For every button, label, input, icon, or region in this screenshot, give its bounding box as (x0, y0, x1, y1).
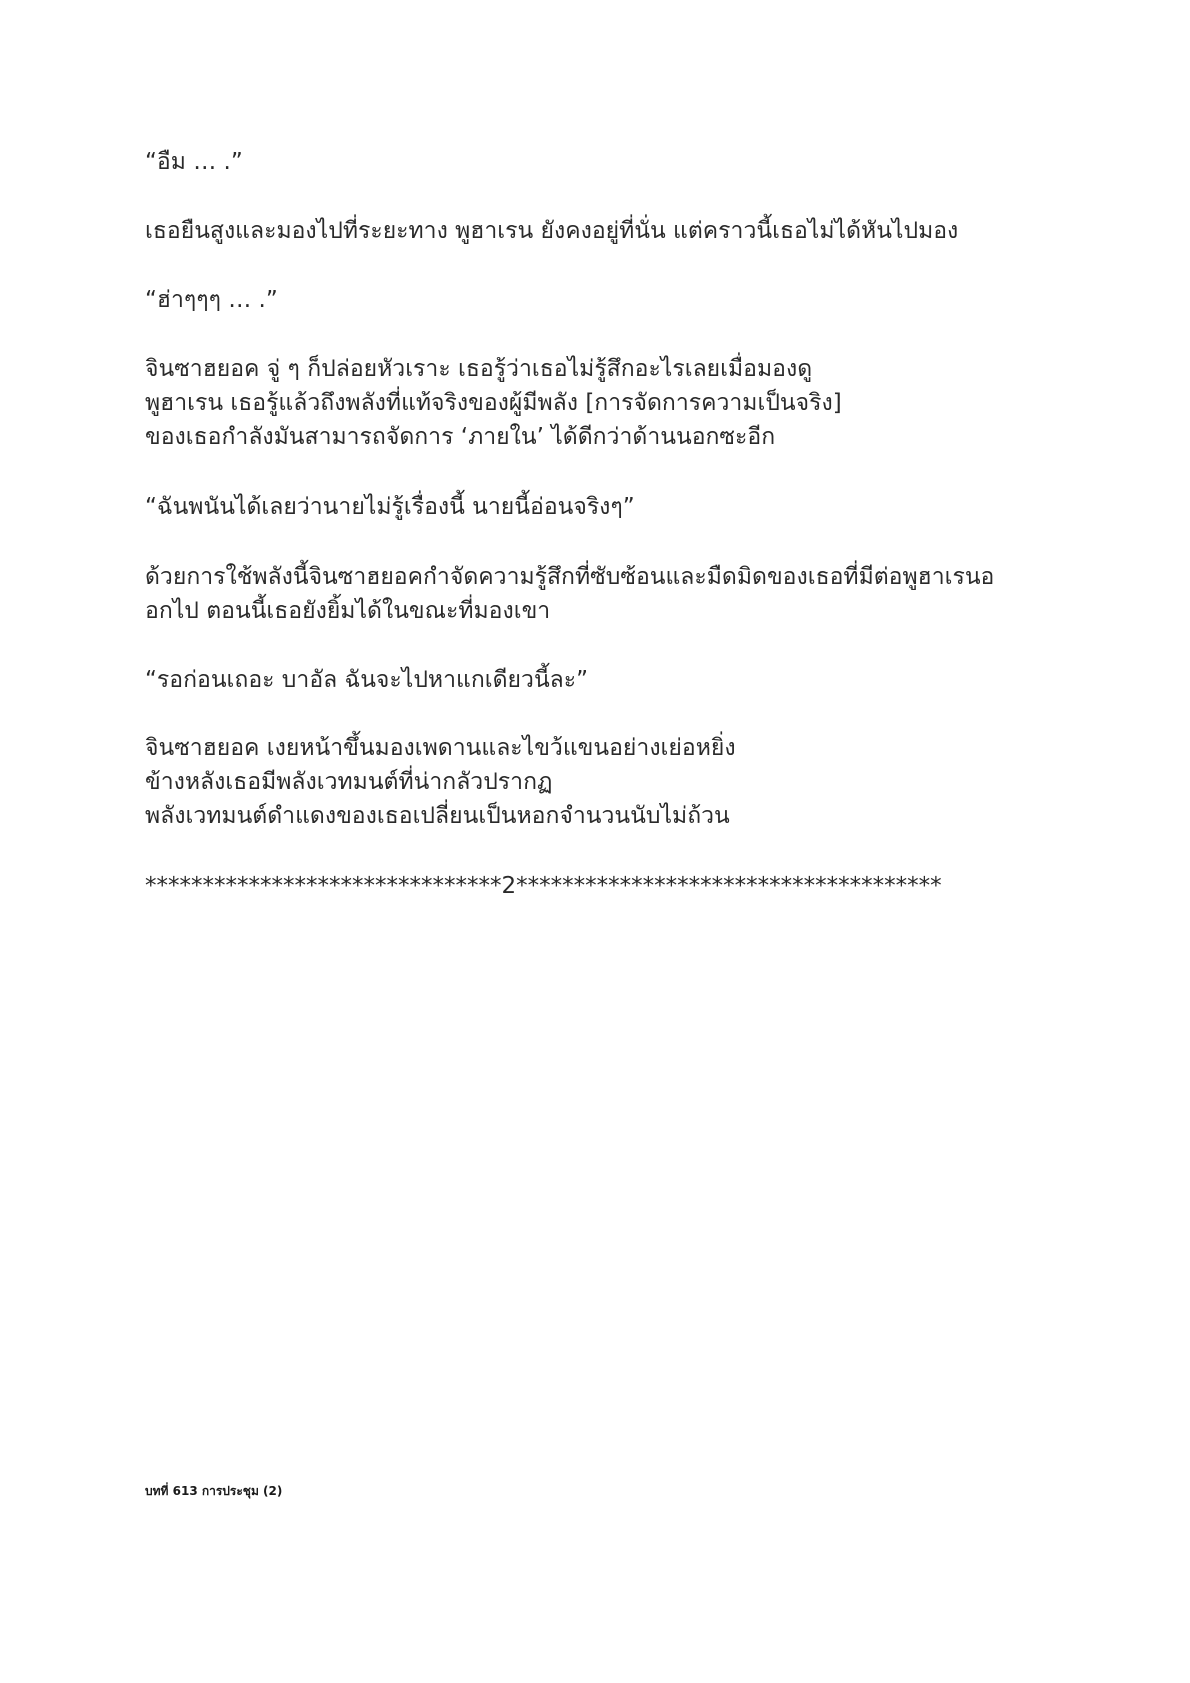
text-line: พูฮาเรน เธอรู้แล้วถึงพลังที่แท้จริงของผู้มีพลัง [การจัดการความเป็นจริง] (145, 390, 842, 416)
text-line: “รอก่อนเถอะ บาอัล ฉันจะไปหาแกเดียวนี้ละ” (145, 667, 589, 693)
text-line: “อืม … .” (145, 149, 243, 175)
paragraph (145, 352, 1055, 454)
text-line: ของเธอกำลังมันสามารถจัดการ ‘ภายใน’ ได้ดีกว่าด้านนอกซะอีก (145, 424, 776, 450)
text-line: “ฉันพนันได้เลยว่านายไม่รู้เรื่องนี้ นายนี้อ่อนจริงๆ” (145, 494, 635, 520)
paragraph (145, 663, 1055, 697)
text-line: ด้วยการใช้พลังนี้จินซาฮยอคกำจัดความรู้สึกที่ซับซ้อนและมืดมิดของเธอที่มีต่อพูฮาเรนอ (145, 564, 995, 590)
paragraph (145, 214, 1055, 248)
text-line: เธอยืนสูงและมองไปที่ระยะทาง พูฮาเรน ยังคงอยู่ที่นั่น แต่คราวนี้เธอไม่ได้หันไปมอง (145, 218, 959, 244)
paragraph (145, 490, 1055, 524)
text-line: “ฮ่าๆๆๆ … .” (145, 287, 278, 313)
section-separator (145, 869, 1055, 903)
chapter-heading: บทที่ 613 การประชุม (2) (145, 1484, 283, 1498)
paragraph (145, 731, 1055, 833)
text-line: จินซาฮยอค เงยหน้าขึ้นมองเพดานและไขว้แขนอย่างเย่อหยิ่ง (145, 735, 736, 761)
paragraph (145, 145, 1055, 179)
paragraph (145, 560, 1055, 628)
document-page (145, 0, 1055, 1683)
text-line: *******************************2************************************* (145, 873, 942, 899)
text-line: พลังเวทมนต์ดำแดงของเธอเปลี่ยนเป็นหอกจำนวนนับไม่ถ้วน (145, 803, 730, 829)
text-line: ข้างหลังเธอมีพลังเวทมนต์ที่น่ากลัวปรากฏ (145, 769, 553, 795)
text-line: อกไป ตอนนี้เธอยังยิ้มได้ในขณะที่มองเขา (145, 598, 551, 624)
text-line: จินซาฮยอค จู่ ๆ ก็ปล่อยหัวเราะ เธอรู้ว่าเธอไม่รู้สึกอะไรเลยเมื่อมองดู (145, 356, 813, 382)
paragraph (145, 283, 1055, 317)
